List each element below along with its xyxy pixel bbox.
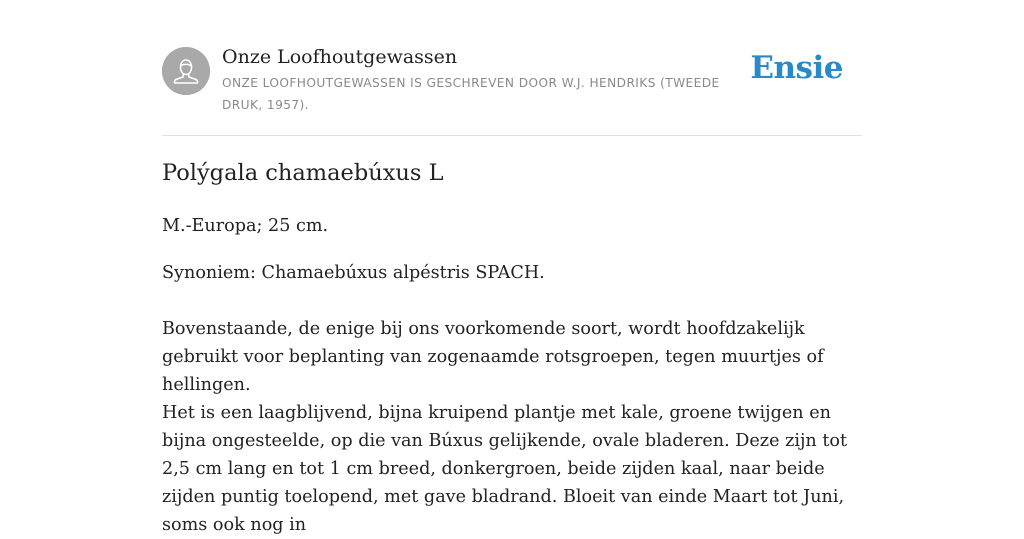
paragraph-usage: Bovenstaande, de enige bij ons voorkomende soort, wordt hoofdzakelijk gebruikt voor beplanting van zogenaamde rotsgroepen, tegen muurtjes of hellingen. (162, 319, 824, 395)
source-avatar[interactable] (162, 47, 210, 95)
paragraph-origin: M.-Europa; 25 cm. (162, 216, 329, 236)
paragraph-description: Het is een laagblijvend, bijna kruipend plantje met kale, groene twijgen en bijna ongesteelde, op die van Búxus gelijkende, ovale bladeren. Deze zijn tot 2,5 cm lang en tot 1 cm breed, donkergroen, beide zijden kaal, naar beide zijden puntig toelopend, met gave bladrand. Bloeit van einde Maart tot Juni, soms ook nog in (162, 403, 848, 535)
ensie-logo[interactable]: Ensie (750, 50, 843, 86)
paragraph-synonym: Synoniem: Chamaebúxus alpéstris SPACH. (162, 263, 545, 283)
page-container (162, 0, 862, 535)
source-title[interactable]: Onze Loofhoutgewassen (222, 46, 458, 68)
entry-title: Polýgala chamaebúxus L (162, 160, 444, 186)
user-silhouette-icon (162, 47, 210, 95)
source-description: ONZE LOOFHOUTGEWASSEN IS GESCHREVEN DOOR W.J. HENDRIKS (TWEEDE DRUK, 1957). (222, 76, 720, 112)
source-header (162, 0, 862, 136)
